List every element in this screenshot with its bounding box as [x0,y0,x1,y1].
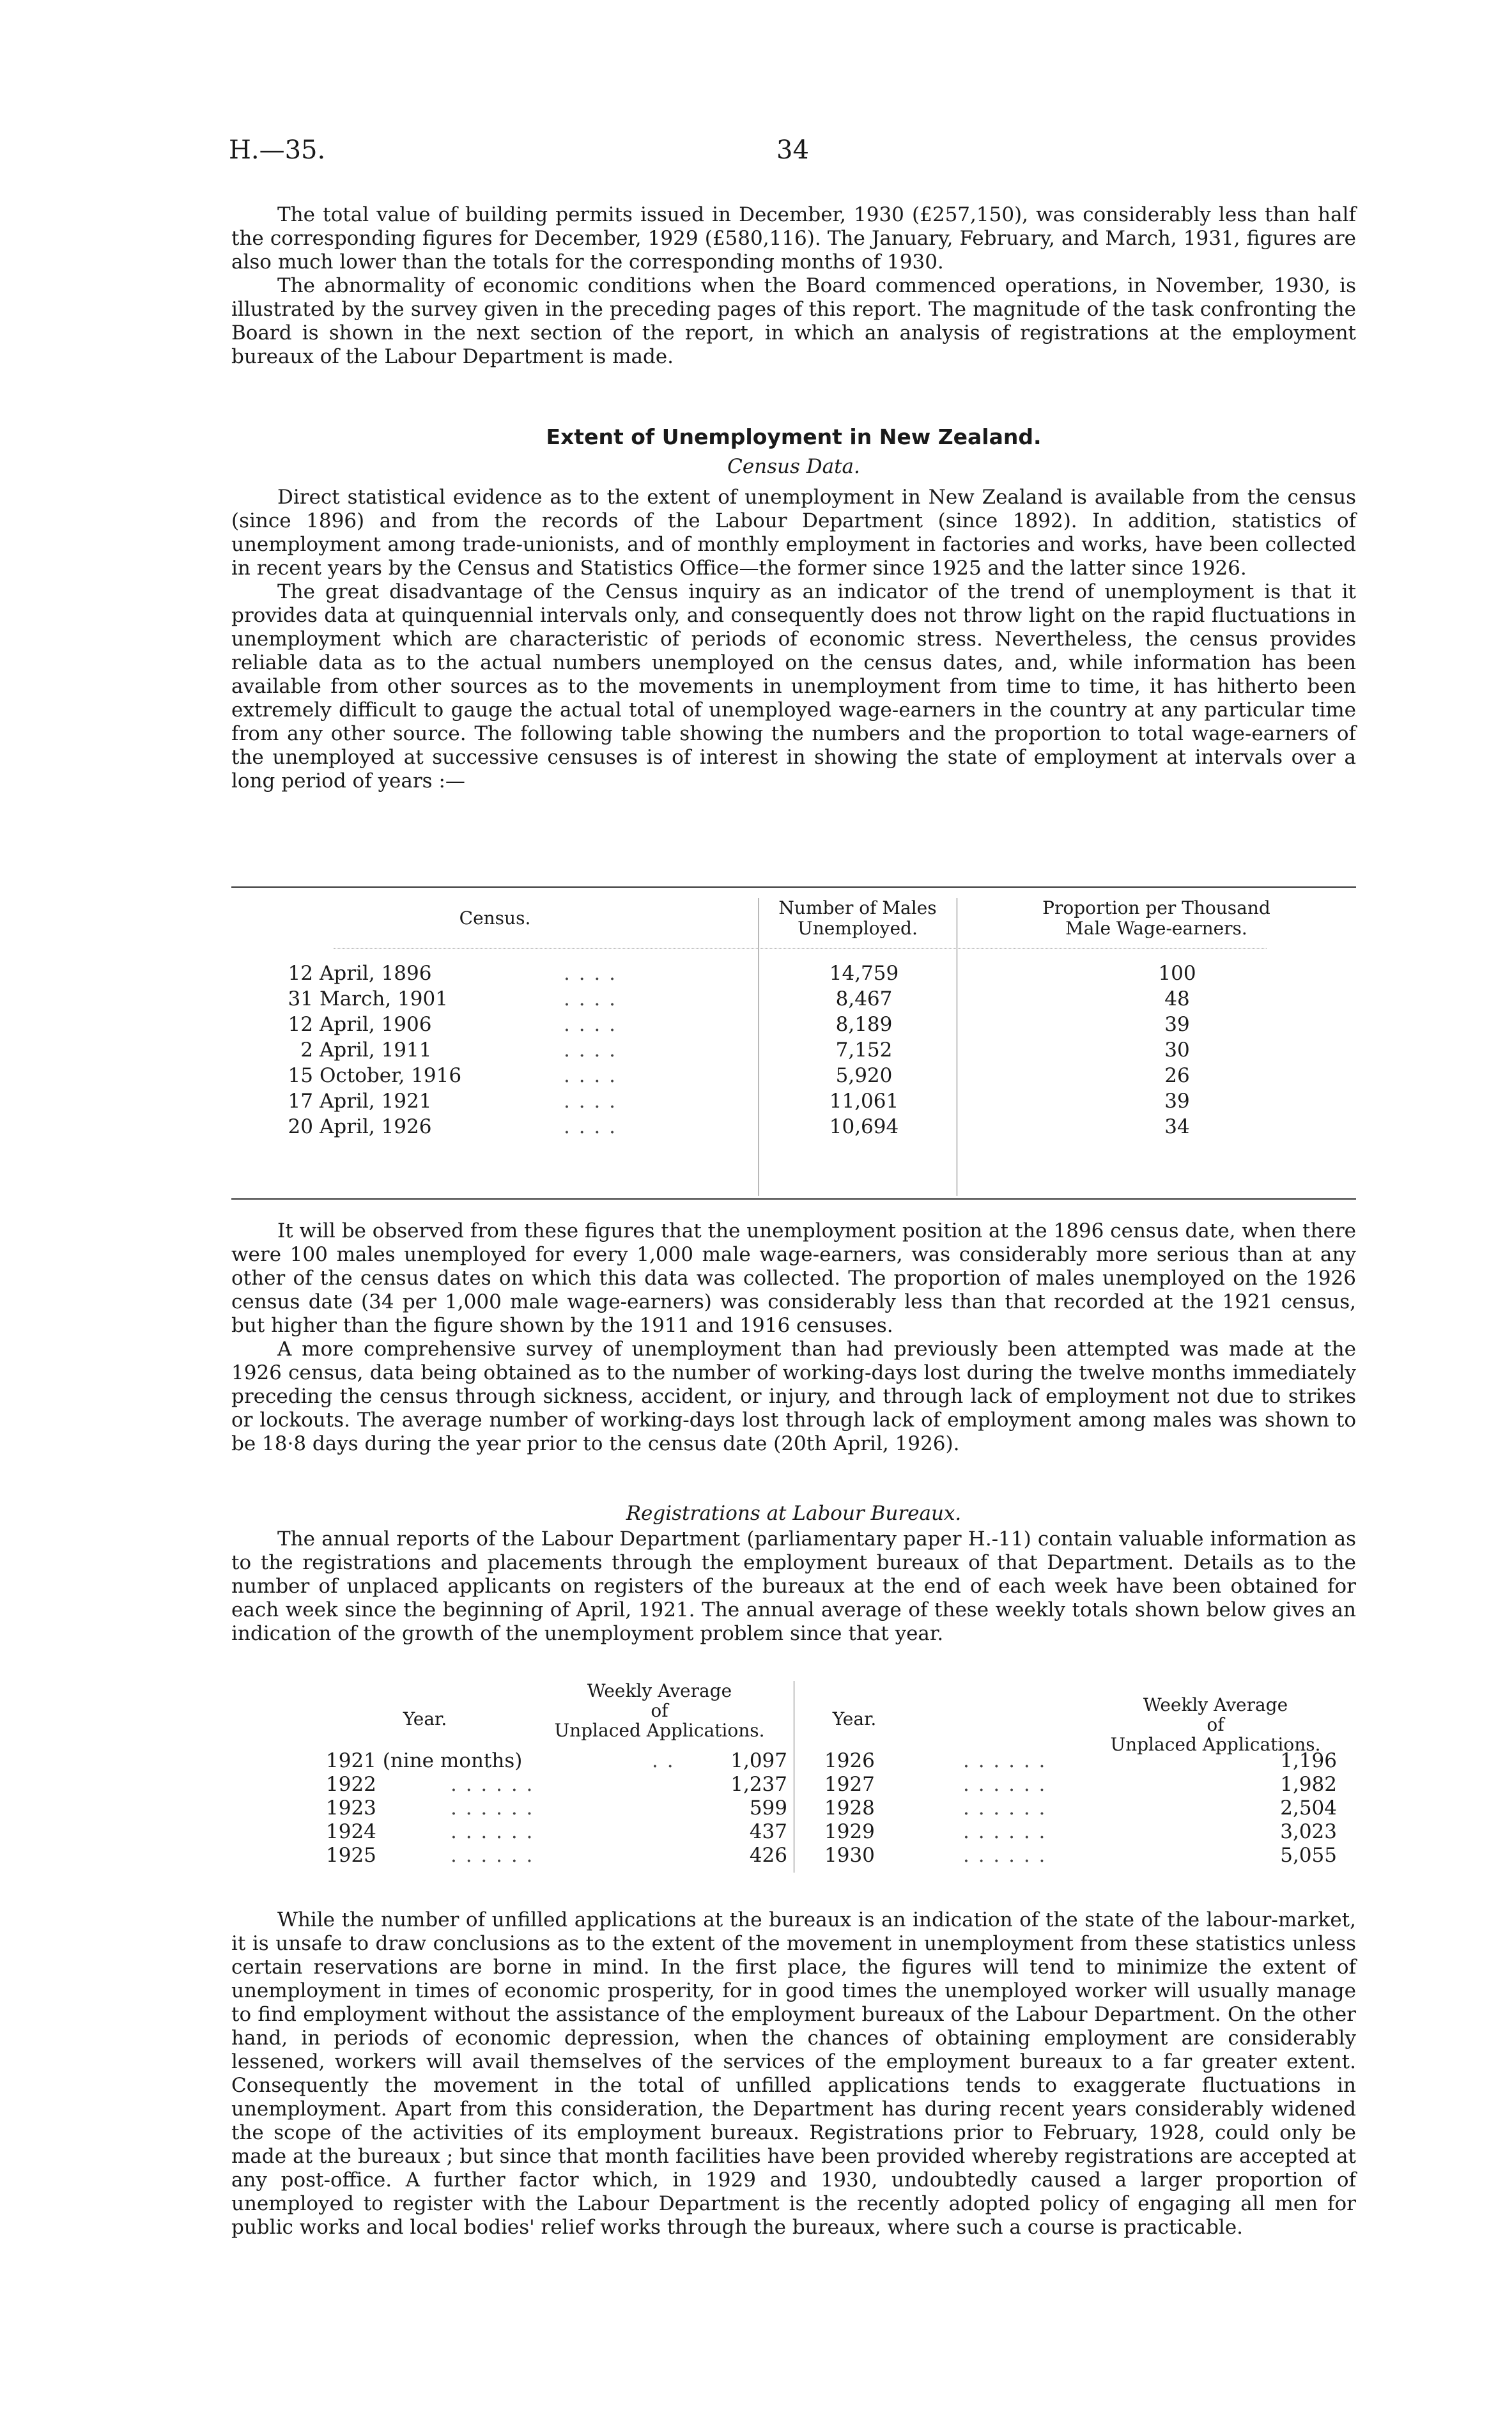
row-year: 1921 (nine months) [326,1749,523,1772]
census-table [231,886,1356,1200]
census-date: April, 1896 [320,962,432,985]
row-value: 599 [749,1797,787,1820]
table-row [231,1844,787,1867]
row-year: 1928 [824,1797,875,1820]
census-date: April, 1926 [320,1115,432,1138]
table-row [806,1797,1350,1820]
row-value: 437 [749,1820,787,1843]
registrations-table [231,1677,1356,1875]
table-row [806,1773,1350,1797]
page-number: 34 [776,135,809,165]
row-value: 3,023 [1280,1820,1337,1843]
census-subheading: Census Data. [727,455,860,478]
census-section [231,486,1356,793]
proportion-per-thousand: 39 [1164,1090,1190,1113]
header-year-left: Year. [403,1708,447,1729]
table-row [231,1820,787,1844]
table-row [231,1064,1356,1088]
census-day: 31 [288,987,313,1010]
leader-dots: . . [652,1749,675,1772]
header-average-line1: Weekly Average [587,1680,732,1701]
row-year: 1924 [326,1820,376,1843]
leader-dots: . . . . . . [963,1844,1047,1867]
paragraph: The annual reports of the Labour Department (parliamentary paper H.-11) contain valuable information as to the registrations and placements through the employment bureaux of that Department. Details as to the number of unplaced applicants on registers of the bureaux at the end of each week have been obtained for each week since the beginning of April, 1921. The annual average of these weekly totals shown below gives an indication of the growth of the unemployment problem since that year. [231,1527,1356,1645]
paragraph: Direct statistical evidence as to the extent of unemployment in New Zealand is available from the census (since 1896) and from the records of the Labour Department (since 1892). In addition, statistics of unemployment among trade-unionists, and of monthly employment in factories and works, have been collected in recent years by the Census and Statistics Office—the former since 1925 and the latter since 1926. [231,486,1356,580]
registrations-section [231,1527,1356,1646]
table-row [231,1090,1356,1114]
males-unemployed: 8,467 [835,987,893,1010]
row-value: 5,055 [1280,1844,1337,1867]
paragraph: While the number of unfilled applications at the bureaux is an indication of the state of the labour-market, it is unsafe to draw conclusions as to the extent of the movement in unemployment from these statistics unless certain reservations are borne in mind. In the first place, the figures will tend to minimize the extent of unemployment in times of economic prosperity, for in good times the unemployed worker will usually manage to find employment without the assistance of the employment bureaux of the Labour Department. On the other hand, in periods of economic depression, when the chances of obtaining employment are considerably lessened, workers will avail themselves of the services of the employment bureaux to a far greater extent. Consequently the movement in the total of unfilled applications tends to exaggerate fluctuations in unemployment. Apart from this consideration, the Department has during recent years considerably widened the scope of the activities of its employment bureaux. Registrations prior to February, 1928, could only be made at the bureaux ; but since that month facilities have been provided whereby registrations are accepted at any post-office. A further factor which, in 1929 and 1930, undoubtedly caused a larger proportion of unemployed to register with the Labour Department is the recently adopted policy of engaging all men for public works and local bodies' relief works through the bureaux, where such a course is practicable. [231,1908,1356,2239]
paragraph: The great disadvantage of the Census inquiry as an indicator of the trend of unemployment is that it provides data at quinquennial intervals only, and consequently does not throw light on the rapid fluctuations in unemployment which are characteristic of periods of economic stress. Nevertheless, the census provides reliable data as to the actual numbers unemployed on the census dates, and, while information has been available from other sources as to the movements in unemployment from time to time, it has hitherto been extremely difficult to gauge the actual total of unemployed wage-earners in the country at any particular time from any other source. The following table showing the numbers and the proportion to total wage-earners of the unemployed at successive censuses is of interest in showing the state of employment at intervals over a long period of years :— [231,580,1356,793]
header-average-line1: Weekly Average [1143,1694,1288,1715]
table-top-rule [231,886,1356,888]
table-row [231,1115,1356,1140]
paragraph: The total value of building permits issued in December, 1930 (£257,150), was considerably less than half the corresponding figures for December, 1929 (£580,116). The January, February, and March, 1931, figures are also much lower than the totals for the corresponding months of 1930. [231,203,1356,274]
row-year: 1927 [824,1773,875,1796]
paragraph: It will be observed from these figures that the unemployment position at the 1896 census date, when there were 100 males unemployed for every 1,000 male wage-earners, was considerably more serious than at any other of the census dates on which this data was collected. The proportion of males unemployed on the 1926 census date (34 per 1,000 male wage-earners) was considerably less than that recorded at the 1921 census, but higher than the figure shown by the 1911 and 1916 censuses. [231,1219,1356,1337]
leader-dots: . . . . [564,962,617,985]
leader-dots: . . . . [564,1115,617,1138]
intro-section [231,203,1356,369]
table-row [231,1773,787,1797]
leader-dots: . . . . . . [451,1820,534,1843]
row-value: 1,196 [1280,1749,1337,1772]
proportion-per-thousand: 34 [1164,1115,1190,1138]
header-census: Census. [459,908,531,929]
header-proportion-line1: Proportion per Thousand [1042,897,1270,918]
census-date: April, 1906 [320,1013,432,1036]
header-number-line2: Unemployed. [798,918,918,939]
table-row [231,1039,1356,1063]
header-number-line1: Number of Males [778,897,937,918]
leader-dots: . . . . [564,987,617,1010]
table-row [231,1749,787,1773]
header-proportion-line2: Male Wage-earners. [1065,918,1247,939]
leader-dots: . . . . . . [963,1820,1047,1843]
row-year: 1923 [326,1797,376,1820]
males-unemployed: 14,759 [829,962,899,985]
row-year: 1922 [326,1773,376,1796]
leader-dots: . . . . [564,1064,617,1087]
males-unemployed: 11,061 [829,1090,899,1113]
table-row [806,1749,1350,1773]
header-average-line2: of [1207,1714,1224,1735]
census-day: 12 [288,1013,313,1036]
row-value: 426 [749,1844,787,1867]
row-value: 1,982 [1280,1773,1337,1796]
row-value: 1,097 [730,1749,787,1772]
header-number [759,898,957,939]
males-unemployed: 7,152 [835,1039,893,1062]
header-average-right [1081,1681,1350,1754]
leader-dots: . . . . . . [451,1797,534,1820]
proportion-per-thousand: 100 [1158,962,1196,985]
males-unemployed: 5,920 [835,1064,893,1087]
census-day: 12 [288,962,313,985]
header-average-line2: of [651,1700,668,1721]
header-year-right: Year. [832,1708,877,1729]
leader-dots: . . . . . . [451,1773,534,1796]
table-row [231,962,1356,986]
males-unemployed: 8,189 [835,1013,893,1036]
leader-dots: . . . . [564,1013,617,1036]
leader-dots: . . . . . . [963,1773,1047,1796]
census-date: October, 1916 [320,1064,462,1087]
leader-dots: . . . . . . [963,1797,1047,1820]
section-heading: Extent of Unemployment in New Zealand. [546,424,1042,449]
males-unemployed: 10,694 [829,1115,899,1138]
paper-code: H.—35. [229,135,326,165]
census-day: 20 [288,1115,313,1138]
proportion-per-thousand: 26 [1164,1064,1190,1087]
header-proportion [957,898,1356,939]
proportion-per-thousand: 30 [1164,1039,1190,1062]
table-row [231,1797,787,1820]
table-row [231,1013,1356,1037]
census-date: April, 1921 [320,1090,432,1113]
row-year: 1929 [824,1820,875,1843]
header-average-line3: Unplaced Applications. [1110,1734,1321,1755]
proportion-per-thousand: 39 [1164,1013,1190,1036]
leader-dots: . . . . . . [963,1749,1047,1772]
census-day: 2 [300,1039,313,1062]
closing-section [231,1908,1356,2239]
registrations-subheading: Registrations at Labour Bureaux. [626,1502,962,1525]
table-row [806,1820,1350,1844]
post-census-section [231,1219,1356,1456]
table-bottom-rule [231,1198,1356,1200]
proportion-per-thousand: 48 [1164,987,1190,1010]
header-average-line3: Unplaced Applications. [554,1720,765,1741]
table-row [231,987,1356,1012]
paragraph: A more comprehensive survey of unemployment than had previously been attempted was made at the 1926 census, data being obtained as to the number of working-days lost during the twelve months immediately preceding the census through sickness, accident, or injury, and through lack of employment not due to strikes or lockouts. The average number of working-days lost through lack of employment among males was shown to be 18·8 days during the year prior to the census date (20th April, 1926). [231,1338,1356,1455]
leader-dots: . . . . [564,1090,617,1113]
paragraph: The abnormality of economic conditions when the Board commenced operations, in November, 1930, is illustrated by the survey given in the preceding pages of this report. The magnitude of the task confronting the Board is shown in the next section of the report, in which an analysis of registrations at the employment bureaux of the Labour Department is made. [231,274,1356,368]
row-value: 2,504 [1280,1797,1337,1820]
row-year: 1926 [824,1749,875,1772]
table-row [806,1844,1350,1867]
census-day: 17 [288,1090,313,1113]
header-average-left [532,1681,787,1740]
leader-dots: . . . . [564,1039,617,1062]
census-date: March, 1901 [320,987,448,1010]
row-value: 1,237 [730,1773,787,1796]
row-year: 1930 [824,1844,875,1867]
census-day: 15 [288,1064,313,1087]
row-year: 1925 [326,1844,376,1867]
census-date: April, 1911 [320,1039,432,1062]
leader-dots: . . . . . . [451,1844,534,1867]
